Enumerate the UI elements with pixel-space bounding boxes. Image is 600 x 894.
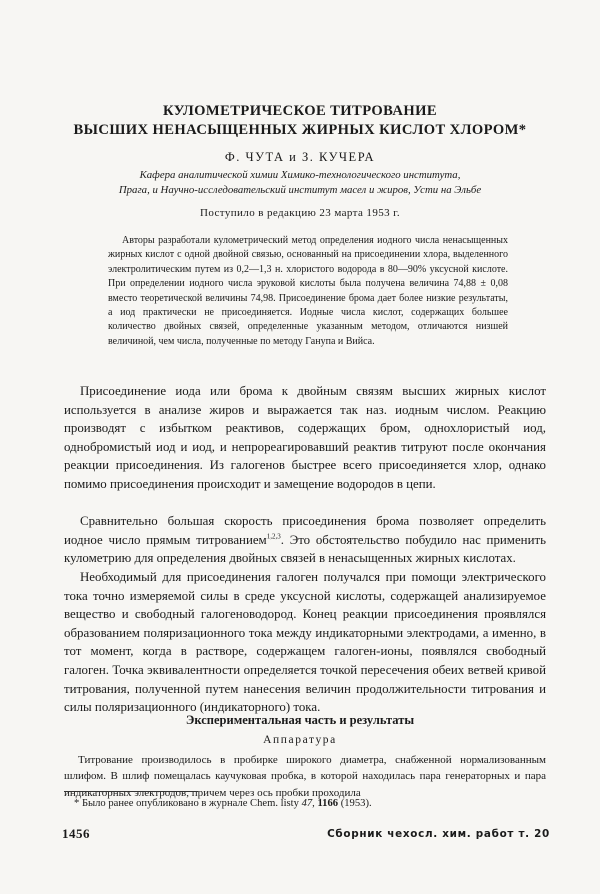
authors: Ф. ЧУТА и З. КУЧЕРА [224, 150, 376, 164]
paragraph-2 [64, 512, 546, 568]
affiliation-line-1: Кафера аналитической химии Химико-технологического института, [139, 169, 461, 181]
footnote-year: (1953). [338, 798, 372, 809]
received-date: Поступило в редакцию 23 марта 1953 г. [199, 207, 401, 219]
footnote-text: * Было ранее опубликовано в журнале Chem. listy [74, 798, 302, 809]
footnote-rule [64, 791, 198, 792]
apparatus-paragraph: Титрование производилось в пробирке широкого диаметра, снабженной нормализованным шлифом. В шлиф помещалась каучуковая пробка, в которой находилась пара генераторных и пара индикаторных электродов, причем через ось пробки проходила [64, 754, 546, 799]
paragraph-2-text-cont: . Это обстоятельство побудило нас применить кулометрию для определения двойных связей в ненасыщенных жирных кислотах. [64, 532, 546, 566]
footnote-page: 1166 [314, 798, 339, 809]
footnote [74, 798, 554, 809]
abstract: Авторы разработали кулометрический метод определения иодного числа ненасыщенных жирных кислот с одной двойной связью, основанный на присоединении хлора, выделенного электролитическим путем из 0,2—1,3 н. хлористого водорода в 80—90% уксусной кислоте. При определении иодного числа эруковой кислоты была получена величина 74,88 ± 0,08 вместо теоретической величины 74,98. Присоединение брома дает более низкие результаты, а иод практически не присоединяется. Иодные числа кислот, содержащих большее количество двойных связей, определенные указанным методом, отличаются низшей величиной, чем числа, полученные по методу Ганупа и Вийса. [108, 235, 508, 347]
subsection-heading: Аппаратура [263, 734, 337, 746]
page-number: 1456 [62, 826, 90, 841]
reference-marks: 1,2,3 [266, 532, 281, 541]
affiliation-line-2: Прага, и Научно-исследовательский институт масел и жиров, Усти на Эльбе [118, 184, 482, 196]
section-heading: Экспериментальная часть и результаты [185, 713, 415, 727]
journal-name: Сборник чехосл. хим. работ т. 20 [327, 828, 550, 840]
article-title-line-1: КУЛОМЕТРИЧЕСКОЕ ТИТРОВАНИЕ [163, 103, 437, 119]
paragraph-3: Необходимый для присоединения галоген получался при помощи электрического тока точно измеряемой силы в среде уксусной кислоты, содержащей анализируемое вещество и свободный галогеноводород. Конец реакции присоединения проявлялся образованием поляризационного тока между индикаторными электродами, а именно, в тот момент, когда в растворе, содержащем галоген-ионы, появлялся свободный галоген. Точка эквивалентности определяется точкой пересечения обеих ветвей кривой титрования, полученной путем нанесения величин продолжительности титрования и силы поляризационного (индикаторного) тока. [64, 570, 546, 715]
paragraph-2-text: Сравнительно большая скорость присоединения брома позволяет определить иодное число прямым титрованием [64, 514, 546, 547]
paragraph-1: Присоединение иода или брома к двойным связям высших жирных кислот используется в анализе жиров и выражается так наз. иодным числом. Реакцию производят с избытком реактивов, содержащих бром, однохлористый иод, однобромистый иод и иод, и непрореагировавший реактив титруют после окончания реакции присоединения. Из галогенов быстрее всего присоединяется хлор, однако помимо присоединения происходит и замещение водородов в цепи. [64, 384, 546, 491]
footnote-volume: 47, [301, 798, 315, 809]
article-title-line-2: ВЫСШИХ НЕНАСЫЩЕННЫХ ЖИРНЫХ КИСЛОТ ХЛОРОМ* [73, 122, 527, 138]
